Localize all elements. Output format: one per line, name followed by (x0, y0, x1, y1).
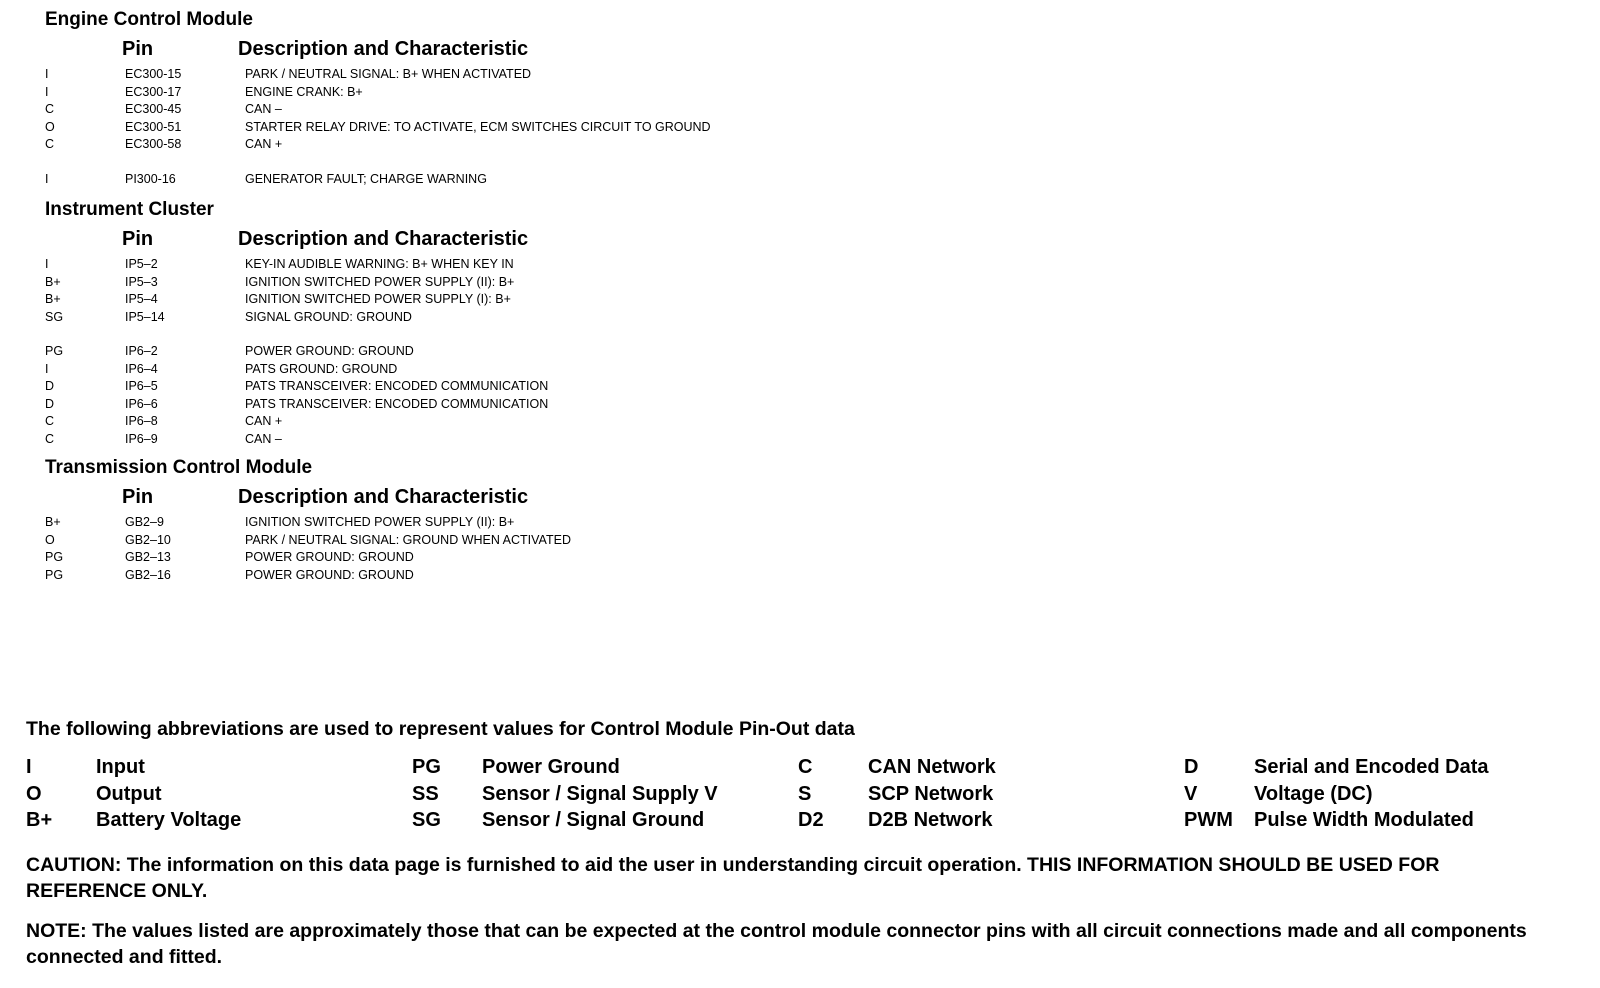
description-column-header: Description and Characteristic (238, 486, 529, 508)
pin-description: PARK / NEUTRAL SIGNAL: GROUND WHEN ACTIVATED (245, 532, 571, 547)
pin-type: PG (45, 567, 64, 582)
pin-type: PG (45, 550, 64, 564)
description-column-header: Description and Characteristic (238, 228, 529, 250)
pin-description: CAN – (245, 431, 282, 446)
pin-id: GB2–13 (125, 550, 171, 564)
note-text: NOTE: The values listed are approximately those that can be expected at the control module connector pins with all circuit connections made and all components connected and fitted. (26, 920, 1527, 968)
pin-row (45, 396, 945, 414)
pin-row (45, 291, 945, 309)
pin-row (45, 84, 945, 102)
abbreviation-meaning: Battery Voltage (96, 809, 242, 831)
pin-row (45, 343, 945, 361)
pin-description: STARTER RELAY DRIVE: TO ACTIVATE, ECM SWITCHES CIRCUIT TO GROUND (245, 119, 711, 134)
abbreviations-legend (26, 754, 1586, 834)
pin-description: POWER GROUND: GROUND (245, 344, 414, 358)
pin-id: GB2–10 (125, 532, 171, 547)
abbreviation-row (26, 807, 1586, 834)
pin-type: C (45, 102, 55, 116)
pin-id: IP6–9 (125, 431, 158, 446)
pin-row (45, 549, 945, 567)
pin-type: I (45, 84, 49, 99)
pin-description: POWER GROUND: GROUND (245, 550, 414, 564)
abbreviation-meaning: Serial and Encoded Data (1254, 756, 1489, 778)
pin-id: IP6–6 (125, 396, 158, 411)
pin-row (45, 514, 945, 532)
instrument-cluster-pin-list (45, 256, 945, 448)
caution-text: CAUTION: The information on this data page is furnished to aid the user in understanding circuit operation. THIS INFORMATION SHOULD BE USED FOR REFERENCE ONLY. (26, 854, 1440, 902)
pin-type: C (45, 431, 55, 446)
pin-type: I (45, 257, 49, 271)
abbreviation-meaning: D2B Network (868, 809, 993, 831)
abbreviation-meaning: SCP Network (868, 782, 994, 805)
pin-id: IP5–14 (125, 309, 165, 324)
abbreviation-code: I (26, 756, 32, 778)
pin-type: C (45, 137, 55, 151)
pin-id: EC300-17 (125, 84, 182, 99)
pin-column-header: Pin (122, 228, 154, 250)
pin-row (45, 119, 945, 137)
pin-description: CAN + (245, 414, 283, 428)
pin-type: D (45, 379, 55, 393)
pin-description: ENGINE CRANK: B+ (245, 84, 363, 99)
pin-description: IGNITION SWITCHED POWER SUPPLY (II): B+ (245, 274, 515, 289)
pin-id: EC300-45 (125, 102, 182, 116)
pin-id: GB2–16 (125, 567, 171, 582)
pin-row (45, 361, 945, 379)
pin-row (45, 101, 945, 119)
abbreviation-code: PWM (1184, 809, 1233, 831)
pin-id: IP6–2 (125, 344, 158, 358)
abbreviation-code: SS (412, 782, 439, 805)
pin-type: B+ (45, 292, 61, 306)
pin-id: IP5–4 (125, 292, 158, 306)
pin-type: I (45, 171, 49, 186)
pin-row (45, 171, 945, 189)
abbreviation-code: C (798, 756, 813, 778)
abbreviation-meaning: Input (96, 756, 145, 778)
abbreviation-row (26, 781, 1586, 808)
abbreviations-title: The following abbreviations are used to represent values for Control Module Pin-Out data (26, 718, 855, 740)
abbreviation-code: D2 (798, 809, 824, 831)
abbreviation-meaning: Pulse Width Modulated (1254, 809, 1474, 831)
abbreviation-meaning: Sensor / Signal Ground (482, 809, 705, 831)
pin-id: GB2–9 (125, 515, 164, 529)
pin-description: PATS TRANSCEIVER: ENCODED COMMUNICATION (245, 379, 549, 393)
abbreviation-code: B+ (26, 809, 53, 831)
abbreviation-code: V (1184, 782, 1198, 805)
pin-id: EC300-58 (125, 137, 182, 151)
pin-type: O (45, 119, 55, 134)
pin-description: CAN – (245, 102, 282, 116)
pin-description: CAN + (245, 137, 283, 151)
transmission-control-module-pin-list (45, 514, 945, 584)
abbreviation-code: SG (412, 809, 441, 831)
pin-row (45, 431, 945, 449)
pin-type: PG (45, 344, 64, 358)
pin-row (45, 136, 945, 154)
abbreviation-meaning: Sensor / Signal Supply V (482, 782, 718, 805)
pin-description: PATS GROUND: GROUND (245, 361, 398, 376)
abbreviation-meaning: CAN Network (868, 756, 996, 778)
pin-type: O (45, 532, 55, 547)
pin-row (45, 413, 945, 431)
section-title-instrument-cluster: Instrument Cluster (45, 199, 214, 220)
pin-id: EC300-51 (125, 119, 182, 134)
pin-id: IP6–5 (125, 379, 158, 393)
pin-description: SIGNAL GROUND: GROUND (245, 309, 412, 324)
abbreviation-code: O (26, 782, 42, 805)
pin-type: D (45, 396, 55, 411)
abbreviation-meaning: Voltage (DC) (1254, 782, 1373, 805)
description-column-header: Description and Characteristic (238, 38, 529, 60)
pin-type: C (45, 414, 55, 428)
pin-id: PI300-16 (125, 171, 176, 186)
pin-row (45, 378, 945, 396)
pin-description: IGNITION SWITCHED POWER SUPPLY (I): B+ (245, 292, 511, 306)
section-title-engine-control-module: Engine Control Module (45, 9, 253, 30)
abbreviation-meaning: Power Ground (482, 756, 620, 778)
pin-type: B+ (45, 515, 61, 529)
pin-id: IP5–2 (125, 257, 158, 271)
abbreviation-code: D (1184, 756, 1199, 778)
pin-description: PARK / NEUTRAL SIGNAL: B+ WHEN ACTIVATED (245, 67, 532, 81)
pin-row (45, 256, 945, 274)
abbreviation-code: PG (412, 756, 441, 778)
pin-id: IP6–8 (125, 414, 158, 428)
pin-column-header: Pin (122, 486, 154, 508)
engine-control-module-pin-list (45, 66, 945, 188)
section-title-transmission-control-module: Transmission Control Module (45, 457, 313, 478)
pin-row (45, 309, 945, 327)
pin-id: EC300-15 (125, 67, 182, 81)
pin-description: IGNITION SWITCHED POWER SUPPLY (II): B+ (245, 515, 515, 529)
abbreviation-code: S (798, 782, 812, 805)
pin-type: B+ (45, 274, 61, 289)
pin-description: KEY-IN AUDIBLE WARNING: B+ WHEN KEY IN (245, 257, 514, 271)
pin-id: IP5–3 (125, 274, 158, 289)
pin-description: PATS TRANSCEIVER: ENCODED COMMUNICATION (245, 396, 549, 411)
pin-column-header: Pin (122, 38, 154, 60)
abbreviation-meaning: Output (96, 782, 162, 805)
pin-type: I (45, 67, 49, 81)
pin-row (45, 532, 945, 550)
pin-row (45, 274, 945, 292)
pin-type: I (45, 361, 49, 376)
pin-row (45, 66, 945, 84)
abbreviation-row (26, 754, 1586, 781)
pin-description: POWER GROUND: GROUND (245, 567, 414, 582)
pin-description: GENERATOR FAULT; CHARGE WARNING (245, 171, 487, 186)
pin-row (45, 567, 945, 585)
pin-id: IP6–4 (125, 361, 158, 376)
pin-type: SG (45, 309, 64, 324)
